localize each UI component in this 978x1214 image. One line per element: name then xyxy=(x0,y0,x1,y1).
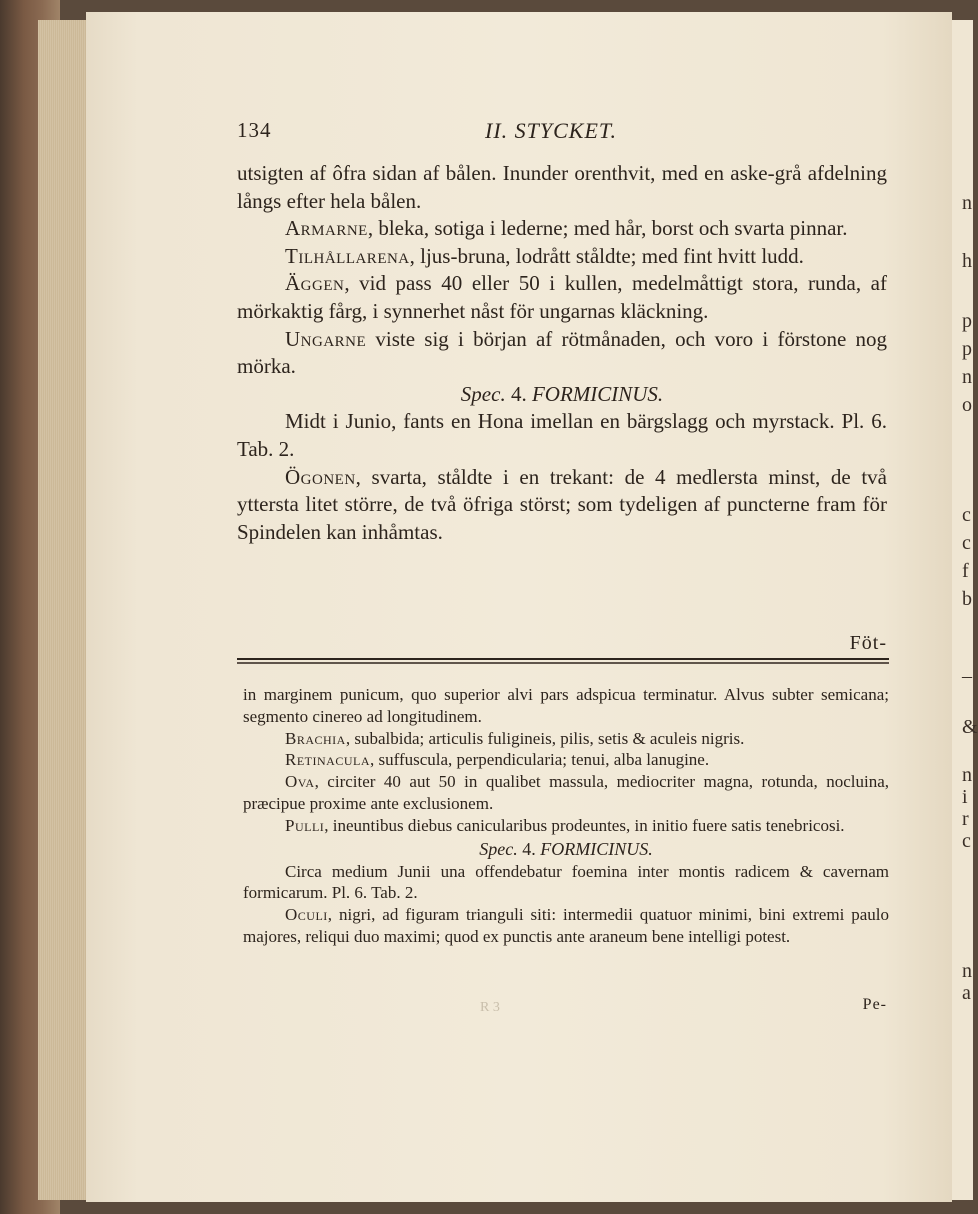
facing-letter: n xyxy=(962,960,972,982)
facing-letter: f xyxy=(962,560,969,582)
main-body xyxy=(237,160,887,546)
paragraph-ungarne xyxy=(237,326,887,381)
term-label: Armarne xyxy=(285,216,368,241)
term-text: , bleka, sotiga i lederne; med hår, borst och svarta pinnar. xyxy=(367,216,848,241)
paragraph-armarne xyxy=(237,215,887,243)
paragraph-pulli xyxy=(243,815,889,837)
term-label: Brachia xyxy=(285,728,346,748)
term-label: Ögonen xyxy=(285,464,356,489)
term-text: , subalbida; articulis fuligineis, pilis, setis & aculeis nigris. xyxy=(345,728,745,748)
footnote-divider xyxy=(237,658,889,666)
page-number: 134 xyxy=(237,118,272,142)
term-text: viste sig i början af rötmånaden, och voro i förstone nog mörka. xyxy=(237,326,887,379)
facing-letter: r xyxy=(962,808,969,830)
catchword-main: Föt- xyxy=(849,632,887,654)
spec-name: FORMICINUS. xyxy=(531,381,664,406)
term-text: , nigri, ad figuram trianguli siti: intermedii quatuor minimi, bini extremi paulo majores, reliqui duo maximi; quod ex punctis ante araneum bene intelligi potest. xyxy=(243,905,889,946)
facing-letter: n xyxy=(962,366,972,388)
running-head: II. STYCKET. xyxy=(485,118,618,143)
latin-footnote xyxy=(243,684,889,948)
facing-letter: h xyxy=(962,250,972,272)
term-text: , vid pass 40 eller 50 i kullen, medelmåttigt stora, runda, af mörkaktig fårg, i synnerhet nåst för ungarnas kläckning. xyxy=(237,271,887,323)
facing-letter: o xyxy=(962,394,972,416)
spec-prefix: Spec. xyxy=(460,381,506,406)
paragraph-midt: Midt i Junio, fants en Hona imellan en bärgslagg och myrstack. Pl. 6. Tab. 2. xyxy=(237,409,887,461)
divider-line xyxy=(237,658,889,660)
spec-number: 4. xyxy=(510,381,527,406)
species-heading xyxy=(243,837,889,861)
term-label: Ungarne xyxy=(285,326,367,351)
paragraph-tilhallarena xyxy=(237,243,887,271)
spec-number: 4. xyxy=(522,838,536,859)
term-text: , ineuntibus diebus canicularibus prodeuntes, in initio fuere satis tenebricosi. xyxy=(324,815,845,835)
term-text: , circiter 40 aut 50 in qualibet massula, mediocriter magna, rotunda, nocluina, præcipue proxime ante exclusionem. xyxy=(243,772,889,813)
paragraph-brachia xyxy=(243,728,889,750)
page-header xyxy=(237,118,887,148)
facing-letter: c xyxy=(962,532,971,554)
term-label: Äggen xyxy=(285,271,345,296)
paragraph-ogonen xyxy=(237,464,887,547)
facing-letter: i xyxy=(962,786,968,808)
spec-name: FORMICINUS. xyxy=(540,838,653,859)
facing-letter: p xyxy=(962,338,972,360)
paragraph-aggen xyxy=(237,270,887,325)
paragraph: in marginem punicum, quo superior alvi pars adspicua terminatur. Alvus subter semicana; segmento cinereo ad longitudinem. xyxy=(243,685,889,726)
term-text: , svarta, ståldte i en trekant: de 4 medlersta minst, de två yttersta litet större, de två öfriga störst; som tydeligen af puncterne fram för Spindelen kan inhåmtas. xyxy=(237,464,887,544)
facing-letter: n xyxy=(962,192,972,214)
paragraph-circa: Circa medium Junii una offendebatur foemina inter montis radicem & cavernam formicarum. Pl. 6. Tab. 2. xyxy=(243,861,889,903)
facing-letter: – xyxy=(962,665,972,687)
page-edges xyxy=(38,20,88,1200)
term-label: Retinacula xyxy=(285,750,370,770)
paragraph-retinacula xyxy=(243,749,889,771)
term-text: , suffuscula, perpendicularia; tenui, alba lanugine. xyxy=(370,750,710,770)
facing-letter: c xyxy=(962,504,971,526)
facing-letter: n xyxy=(962,764,972,786)
term-label: Ova xyxy=(285,772,315,792)
facing-letter: b xyxy=(962,588,972,610)
facing-letter: & xyxy=(962,716,978,738)
paragraph: utsigten af ôfra sidan af bålen. Inunder orenthvit, med en aske-grå afdelning långs efter hela bålen. xyxy=(237,161,887,213)
paragraph-oculi xyxy=(243,904,889,948)
signature-mark: R 3 xyxy=(480,1000,500,1015)
facing-letter: c xyxy=(962,830,971,852)
term-label: Pulli xyxy=(285,815,325,835)
term-text: , ljus-bruna, lodrått ståldte; med fint hvitt ludd. xyxy=(409,243,804,268)
divider-line xyxy=(237,662,889,664)
facing-letter: a xyxy=(962,982,971,1004)
paragraph-ova xyxy=(243,771,889,815)
species-heading xyxy=(237,381,887,409)
facing-letter: p xyxy=(962,310,972,332)
term-label: Tilhållarena xyxy=(285,243,410,268)
spec-prefix: Spec. xyxy=(479,838,518,859)
catchword-footnote: Pe- xyxy=(862,996,887,1013)
term-label: Oculi xyxy=(285,905,328,925)
